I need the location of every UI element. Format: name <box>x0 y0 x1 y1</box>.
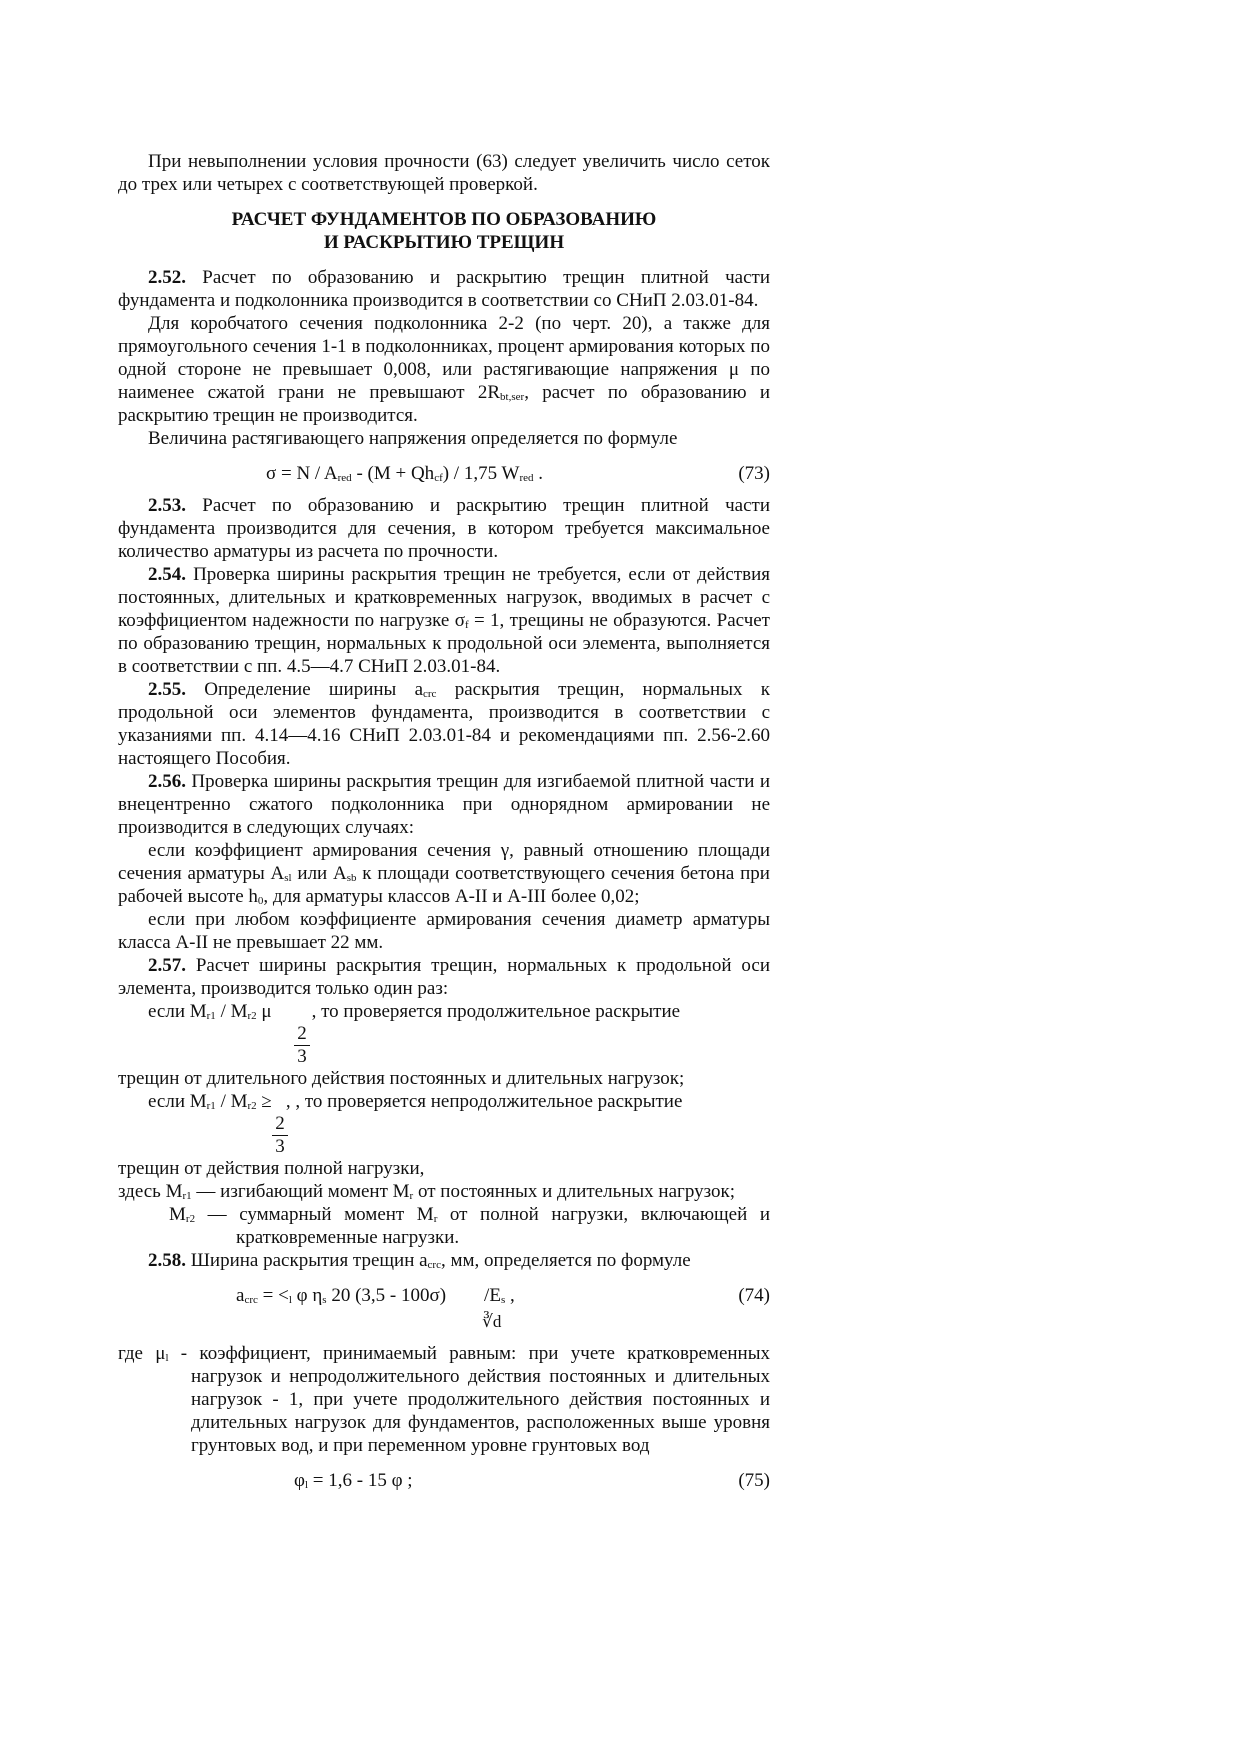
box-section-paragraph: Для коробчатого сечения подколонника 2-2 (по черт. 20), а также для прямоугольного сечения 1-1 в подколонниках, процент армирования которых по одной стороне не превышает 0,008, или растягивающие напряжения μ по наименее сжатой грани не превышают $2R_{bt,ser}$, расчет по образованию и раскрытию трещин не производится. <box>118 313 770 426</box>
case-1: если коэффициент армирования сечения γ, равный отношению площади сечения арматуры $A_{sl}$ или $A_{sb}$ к площади соответствующего сечения бетона при рабочей высоте $h_0$, для арматуры классов A-II и A-III более 0,02; <box>118 840 770 907</box>
condition-1-tail: трещин от длительного действия постоянных и длительных нагрузок; <box>118 1068 685 1089</box>
intro-paragraph: При невыполнении условия прочности (63) следует увеличить число сеток до трех или четырех с соответствующей проверкой. <box>118 151 770 195</box>
where-mu-l: где $\mu_l$ - коэффициент, принимаемый равным: при учете кратковременных нагрузок и непродолжительного действия постоянных и длительных нагрузок - 1, при учете продолжительного действия постоянных и длительных нагрузок для фундаментов, расположенных выше уровня грунтовых вод, и при переменном уровне грунтовых вод <box>118 1343 770 1456</box>
clause-number: 2.55. <box>148 679 186 700</box>
definition-mr2: $M_{r2}$ — суммарный момент $M_r$ от полной нагрузки, включающей и кратковременные нагрузки. <box>169 1204 771 1248</box>
definition-mr1: здесь $M_{r1}$ — изгибающий момент $M_r$ от постоянных и длительных нагрузок; <box>118 1181 735 1202</box>
formula-intro: Величина растягивающего напряжения определяется по формуле <box>148 428 678 449</box>
cube-root-d: ∛d <box>482 1312 502 1331</box>
section-title-line2: И РАСКРЫТИЮ ТРЕЩИН <box>323 232 565 253</box>
condition-2-tail: трещин от действия полной нагрузки, <box>118 1158 425 1179</box>
clause-number: 2.56. <box>148 771 186 792</box>
clause-2-58: 2.58. Ширина раскрытия трещин $a_{crc}$, мм, определяется по формуле <box>148 1250 691 1271</box>
condition-1: если $M_{r1} / M_{r2}$ μ , то проверяется продолжительное раскрытие <box>148 1001 681 1022</box>
document-page <box>118 150 770 1501</box>
formula-number: (74) <box>738 1285 770 1306</box>
clause-2-57: 2.57. Расчет ширины раскрытия трещин, нормальных к продольной оси элемента, производится только один раз: <box>118 955 770 999</box>
formula-74: $a_{crc} = <_l$ φ $\eta_s$ 20 (3,5 - 100σ) $/E_s$ , ∛d (74) <box>236 1285 770 1331</box>
condition-2: если $M_{r1} / M_{r2}$ ≥ , , то проверяется непродолжительное раскрытие <box>148 1091 683 1112</box>
formula-number: (75) <box>738 1470 770 1491</box>
formula-75: $\varphi_l = 1,6 - 15$ φ ; (75) <box>294 1470 770 1491</box>
clause-2-56: 2.56. Проверка ширины раскрытия трещин для изгибаемой плитной части и внецентренно сжатого подколонника при однорядном армировании не производится в следующих случаях: <box>118 771 770 838</box>
clause-number: 2.53. <box>148 495 186 516</box>
clause-number: 2.54. <box>148 564 186 585</box>
clause-number: 2.58. <box>148 1250 186 1271</box>
clause-2-54: 2.54. Проверка ширины раскрытия трещин не требуется, если от действия постоянных, длительных и кратковременных нагрузок, вводимых в расчет с коэффициентом надежности по нагрузке $\sigma_f = 1$, трещины не образуются. Расчет по образованию трещин, нормальных к продольной оси элемента, выполняется в соответствии с пп. 4.5—4.7 СНиП 2.03.01-84. <box>118 564 770 677</box>
formula-number: (73) <box>738 463 770 484</box>
clause-number: 2.57. <box>148 955 186 976</box>
clause-2-53: 2.53. Расчет по образованию и раскрытию трещин плитной части фундамента производится для сечения, в котором требуется максимальное количество арматуры из расчета по прочности. <box>118 495 770 562</box>
formula-73: $\sigma = N / A_{red} - (M + Qh_{cf}) / 1,75$ $W_{red}$ . (73) <box>266 463 770 484</box>
clause-2-55: 2.55. Определение ширины $a_{crc}$ раскрытия трещин, нормальных к продольной оси элементов фундамента, производится в соответствии с указаниями пп. 4.14—4.16 СНиП 2.03.01-84 и рекомендациями пп. 2.56-2.60 настоящего Пособия. <box>118 679 770 769</box>
clause-number: 2.52. <box>148 267 186 288</box>
section-title-line1: РАСЧЕТ ФУНДАМЕНТОВ ПО ОБРАЗОВАНИЮ <box>231 209 657 230</box>
clause-2-52: 2.52. Расчет по образованию и раскрытию трещин плитной части фундамента и подколонника производится в соответствии со СНиП 2.03.01-84. <box>118 267 770 311</box>
fraction-2-3: $\frac{2}{3}$ <box>118 1023 770 1067</box>
section-title <box>118 208 770 254</box>
case-2: если при любом коэффициенте армирования сечения диаметр арматуры класса A-II не превышает 22 мм. <box>118 909 770 953</box>
fraction-2-3: $\frac{2}{3}$ <box>118 1113 770 1157</box>
